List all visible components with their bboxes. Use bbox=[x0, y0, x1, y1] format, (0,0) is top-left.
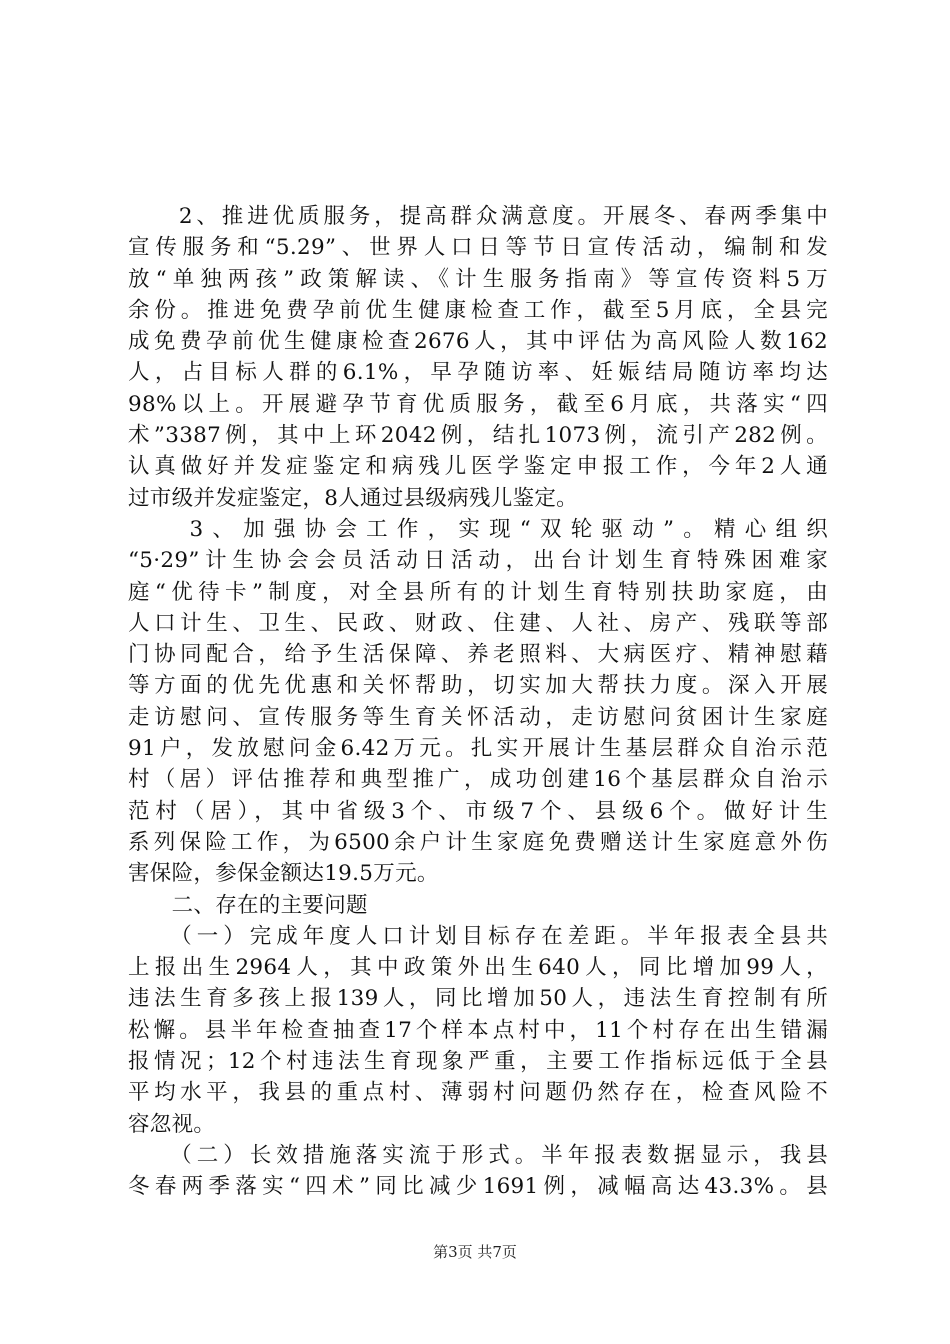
text-line: 成免费孕前优生健康检查2676人，其中评估为高风险人数162 bbox=[128, 329, 828, 355]
text-line: 上报出生2964人，其中政策外出生640人，同比增加99人， bbox=[128, 955, 828, 981]
text-line: 人口计生、卫生、民政、财政、住建、人社、房产、残联等部 bbox=[128, 610, 828, 636]
text-line: 98%以上。开展避孕节育优质服务，截至6月底，共落实“四 bbox=[128, 391, 828, 417]
text-line: 余份。推进免费孕前优生健康检查工作，截至5月底，全县完 bbox=[128, 297, 828, 323]
text-line: 平均水平，我县的重点村、薄弱村问题仍然存在，检查风险不 bbox=[128, 1080, 828, 1106]
text-line: （一）完成年度人口计划目标存在差距。半年报表全县共 bbox=[128, 923, 828, 949]
text-line: 报情况；12个村违法生育现象严重，主要工作指标远低于全县 bbox=[128, 1049, 828, 1075]
text-line: 系列保险工作，为6500余户计生家庭免费赠送计生家庭意外伤 bbox=[128, 829, 828, 855]
page-footer: 第3页 共7页 bbox=[433, 1243, 517, 1261]
text-line: 门协同配合，给予生活保障、养老照料、大病医疗、精神慰藉 bbox=[128, 642, 828, 668]
text-line: 人，占目标人群的6.1%，早孕随访率、妊娠结局随访率均达 bbox=[128, 360, 828, 386]
text-line: 庭“优待卡”制度，对全县所有的计划生育特别扶助家庭，由 bbox=[128, 579, 828, 605]
text-line: 3、加强协会工作，实现“双轮驱动”。精心组织 bbox=[128, 516, 828, 542]
section-heading: 二、存在的主要问题 bbox=[128, 892, 368, 918]
text-line: 等方面的优先优惠和关怀帮助，切实加大帮扶力度。深入开展 bbox=[128, 673, 828, 699]
text-line: 术”3387例，其中上环2042例，结扎1073例，流引产282例。 bbox=[128, 423, 828, 449]
text-line: 宣传服务和“5.29”、世界人口日等节日宣传活动，编制和发 bbox=[128, 235, 828, 261]
text-line: 村（居）评估推荐和典型推广，成功创建16个基层群众自治示 bbox=[128, 767, 828, 793]
text-line: 认真做好并发症鉴定和病残儿医学鉴定申报工作，今年2人通 bbox=[128, 454, 828, 480]
text-line: 害保险，参保金额达19.5万元。 bbox=[128, 861, 439, 887]
text-line: （二）长效措施落实流于形式。半年报表数据显示，我县 bbox=[128, 1142, 828, 1168]
text-line: 过市级并发症鉴定，8人通过县级病残儿鉴定。 bbox=[128, 485, 578, 511]
text-line: 冬春两季落实“四术”同比减少1691例，减幅高达43.3%。县 bbox=[128, 1174, 828, 1200]
text-line: “5·29”计生协会会员活动日活动，出台计划生育特殊困难家 bbox=[128, 548, 828, 574]
text-line: 范村（居），其中省级3个、市级7个、县级6个。做好计生 bbox=[128, 798, 828, 824]
text-line: 容忽视。 bbox=[128, 1111, 216, 1137]
text-line: 走访慰问、宣传服务等生育关怀活动，走访慰问贫困计生家庭 bbox=[128, 704, 828, 730]
document-body bbox=[128, 201, 828, 1203]
text-line: 91户，发放慰问金6.42万元。扎实开展计生基层群众自治示范 bbox=[128, 736, 828, 762]
text-line: 松懈。县半年检查抽查17个样本点村中，11个村存在出生错漏 bbox=[128, 1017, 828, 1043]
text-line: 2、推进优质服务，提高群众满意度。开展冬、春两季集中 bbox=[128, 204, 828, 229]
text-line: 放“单独两孩”政策解读、《计生服务指南》等宣传资料5万 bbox=[128, 266, 828, 292]
text-line: 违法生育多孩上报139人，同比增加50人，违法生育控制有所 bbox=[128, 986, 828, 1012]
